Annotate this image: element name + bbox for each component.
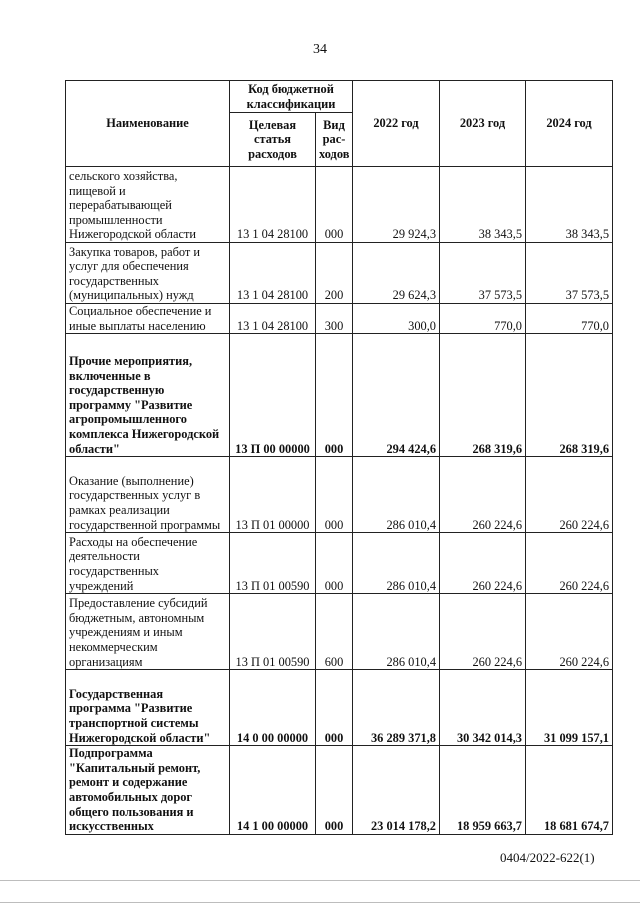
page-number: 34 bbox=[313, 42, 327, 57]
row-kind: 600 bbox=[316, 594, 353, 670]
row-2024: 37 573,5 bbox=[526, 243, 613, 304]
header-2023: 2023 год bbox=[440, 81, 526, 167]
row-2023: 770,0 bbox=[440, 304, 526, 334]
row-name: Оказание (выполнение) государственных услуг в рамках реализации государственной программы bbox=[66, 457, 230, 533]
row-2023: 260 224,6 bbox=[440, 457, 526, 533]
header-code-group: Код бюджетной классификации bbox=[230, 81, 353, 113]
row-2022: 36 289 371,8 bbox=[353, 670, 440, 746]
table-row bbox=[66, 746, 613, 835]
table-row bbox=[66, 167, 613, 243]
header-2024: 2024 год bbox=[526, 81, 613, 167]
row-name: Закупка товаров, работ и услуг для обеспечения государственных (муниципальных) нужд bbox=[66, 243, 230, 304]
row-kind: 000 bbox=[316, 670, 353, 746]
row-2023: 37 573,5 bbox=[440, 243, 526, 304]
row-2022: 286 010,4 bbox=[353, 457, 440, 533]
scan-edge-line bbox=[0, 880, 640, 881]
table-row bbox=[66, 334, 613, 457]
row-2022: 29 924,3 bbox=[353, 167, 440, 243]
row-2023: 18 959 663,7 bbox=[440, 746, 526, 835]
row-name: Предоставление субсидий бюджетным, автономным учреждениям и иным некоммерческим организациям bbox=[66, 594, 230, 670]
row-2022: 23 014 178,2 bbox=[353, 746, 440, 835]
row-2023: 260 224,6 bbox=[440, 594, 526, 670]
row-name: Социальное обеспечение и иные выплаты населению bbox=[66, 304, 230, 334]
row-2024: 268 319,6 bbox=[526, 334, 613, 457]
row-2023: 268 319,6 bbox=[440, 334, 526, 457]
header-name: Наименование bbox=[66, 81, 230, 167]
row-2023: 260 224,6 bbox=[440, 533, 526, 594]
row-2024: 260 224,6 bbox=[526, 457, 613, 533]
row-code: 13 П 01 00000 bbox=[230, 457, 316, 533]
table-row bbox=[66, 243, 613, 304]
row-kind: 000 bbox=[316, 167, 353, 243]
row-code: 14 1 00 00000 bbox=[230, 746, 316, 835]
row-kind: 300 bbox=[316, 304, 353, 334]
row-2023: 38 343,5 bbox=[440, 167, 526, 243]
row-code: 13 1 04 28100 bbox=[230, 167, 316, 243]
row-2022: 286 010,4 bbox=[353, 533, 440, 594]
row-name: сельского хозяйства, пищевой и перерабатывающей промышленности Нижегородской области bbox=[66, 167, 230, 243]
row-2024: 38 343,5 bbox=[526, 167, 613, 243]
budget-table bbox=[65, 80, 613, 835]
scan-edge-line bbox=[0, 902, 640, 903]
row-2024: 260 224,6 bbox=[526, 594, 613, 670]
row-kind: 000 bbox=[316, 746, 353, 835]
row-code: 13 П 01 00590 bbox=[230, 533, 316, 594]
table-row bbox=[66, 670, 613, 746]
row-kind: 000 bbox=[316, 334, 353, 457]
row-2022: 29 624,3 bbox=[353, 243, 440, 304]
row-2022: 286 010,4 bbox=[353, 594, 440, 670]
table-row bbox=[66, 594, 613, 670]
row-2022: 300,0 bbox=[353, 304, 440, 334]
row-name: Расходы на обеспечение деятельности государственных учреждений bbox=[66, 533, 230, 594]
row-kind: 000 bbox=[316, 533, 353, 594]
table-body bbox=[66, 167, 613, 835]
row-name: Подпрограмма "Капитальный ремонт, ремонт и содержание автомобильных дорог общего пользования и искусственных bbox=[66, 746, 230, 835]
header-target-article: Целевая статья расходов bbox=[230, 113, 316, 167]
row-2023: 30 342 014,3 bbox=[440, 670, 526, 746]
table-row bbox=[66, 457, 613, 533]
row-code: 13 1 04 28100 bbox=[230, 243, 316, 304]
row-code: 14 0 00 00000 bbox=[230, 670, 316, 746]
row-name: Государственная программа "Развитие транспортной системы Нижегородской области" bbox=[66, 670, 230, 746]
row-name: Прочие мероприятия, включенные в государственную программу "Развитие агропромышленного комплекса Нижегородской области" bbox=[66, 334, 230, 457]
row-code: 13 1 04 28100 bbox=[230, 304, 316, 334]
row-2024: 18 681 674,7 bbox=[526, 746, 613, 835]
row-2024: 770,0 bbox=[526, 304, 613, 334]
table-row bbox=[66, 304, 613, 334]
row-2024: 31 099 157,1 bbox=[526, 670, 613, 746]
row-code: 13 П 00 00000 bbox=[230, 334, 316, 457]
document-code: 0404/2022-622(1) bbox=[500, 850, 595, 865]
table-row bbox=[66, 533, 613, 594]
header-expense-kind: Вид рас-ходов bbox=[316, 113, 353, 167]
row-code: 13 П 01 00590 bbox=[230, 594, 316, 670]
row-2024: 260 224,6 bbox=[526, 533, 613, 594]
row-kind: 200 bbox=[316, 243, 353, 304]
row-2022: 294 424,6 bbox=[353, 334, 440, 457]
header-2022: 2022 год bbox=[353, 81, 440, 167]
row-kind: 000 bbox=[316, 457, 353, 533]
table-header bbox=[66, 81, 613, 167]
